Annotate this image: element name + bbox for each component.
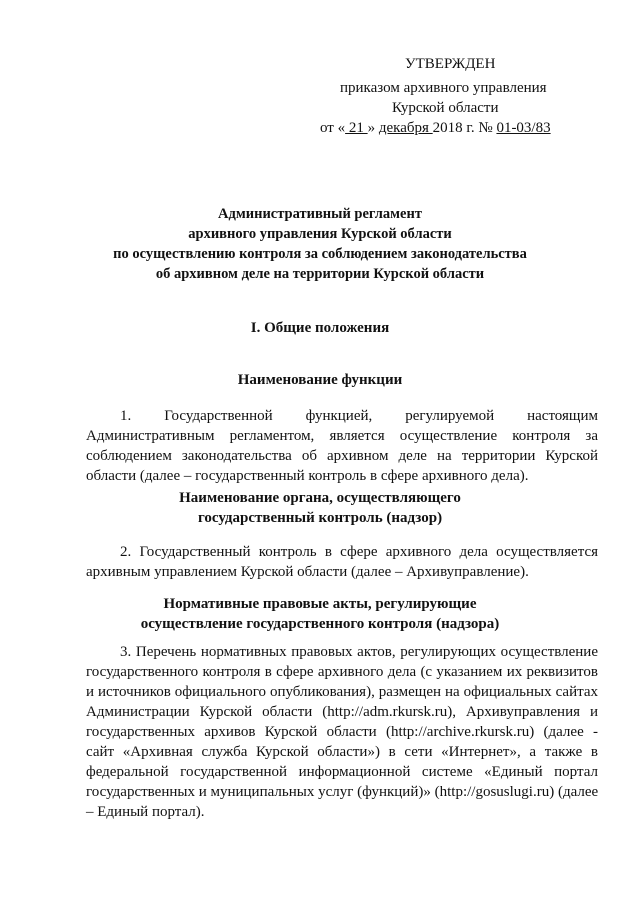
document-title	[0, 204, 640, 284]
paragraph-line: государственных архивов Курской области (http://archive.rkursk.ru) (далее -	[86, 724, 598, 740]
paragraph-line: 3. Перечень нормативных правовых актов, регулирующих осуществление	[120, 644, 598, 660]
paragraph-line: соблюдением законодательства об архивном деле на территории Курской	[86, 448, 598, 464]
title-line-4: об архивном деле на территории Курской области	[155, 266, 485, 282]
subheading-function-name-text: Наименование функции	[237, 372, 403, 388]
paragraph-line: государственных и муниципальных услуг (функций)» (http://gosuslugi.ru) (далее	[86, 784, 599, 800]
title-line-3: по осуществлению контроля за соблюдением законодательства	[113, 246, 527, 262]
approval-status: УТВЕРЖДЕН	[405, 56, 496, 72]
subheading-authority	[0, 488, 640, 528]
paragraph-line: 1. Государственной функцией, регулируемой настоящим	[120, 408, 598, 424]
paragraph-3	[86, 642, 598, 822]
section-heading	[0, 318, 640, 338]
paragraph-line: – Единый портал).	[86, 804, 205, 820]
paragraph-line: области (далее – государственный контроль в сфере архивного дела).	[86, 468, 529, 484]
date-sep: »	[367, 120, 379, 136]
subheading-authority-line-2: государственный контроль (надзор)	[197, 510, 443, 526]
approval-date-line	[320, 118, 551, 138]
title-line-1: Административный регламент	[218, 206, 422, 222]
paragraph-line: федеральной государственной информационной системе «Единый портал	[86, 764, 598, 780]
subheading-legal-acts-line-1: Нормативные правовые акты, регулирующие	[163, 596, 477, 612]
subheading-authority-line-1: Наименование органа, осуществляющего	[179, 490, 461, 506]
paragraph-line: сайт «Архивная служба Курской области») в сети «Интернет», а также в	[86, 744, 598, 760]
approval-region-line: Курской области	[392, 100, 499, 116]
paragraph-line: архивным управлением Курской области (далее – Архивуправление).	[86, 564, 529, 580]
paragraph-line: государственного контроля в сфере архивного дела (с указанием их реквизитов	[86, 664, 598, 680]
paragraph-2	[86, 542, 598, 582]
paragraph-line: Администрации Курской области (http://adm.rkursk.ru), Архивуправления и	[86, 704, 598, 720]
paragraph-line: Административным регламентом, является осуществление контроля за	[86, 428, 598, 444]
order-number: 01-03/83	[496, 120, 551, 136]
date-month: декабря	[378, 120, 433, 136]
paragraph-line: 2. Государственный контроль в сфере архивного дела осуществляется	[120, 544, 598, 560]
approval-order-line: приказом архивного управления	[340, 80, 547, 96]
paragraph-1	[86, 406, 598, 486]
subheading-legal-acts-line-2: осуществление государственного контроля (надзора)	[140, 616, 500, 632]
date-day: 21	[345, 120, 368, 136]
title-line-2: архивного управления Курской области	[188, 226, 452, 242]
paragraph-line: и источников официального опубликования), размещен на официальных сайтах	[86, 684, 598, 700]
date-prefix: от «	[320, 120, 346, 136]
section-heading-text: I. Общие положения	[250, 320, 390, 336]
date-year: 2018 г. №	[432, 120, 497, 136]
subheading-legal-acts	[0, 594, 640, 634]
subheading-function-name	[0, 370, 640, 390]
